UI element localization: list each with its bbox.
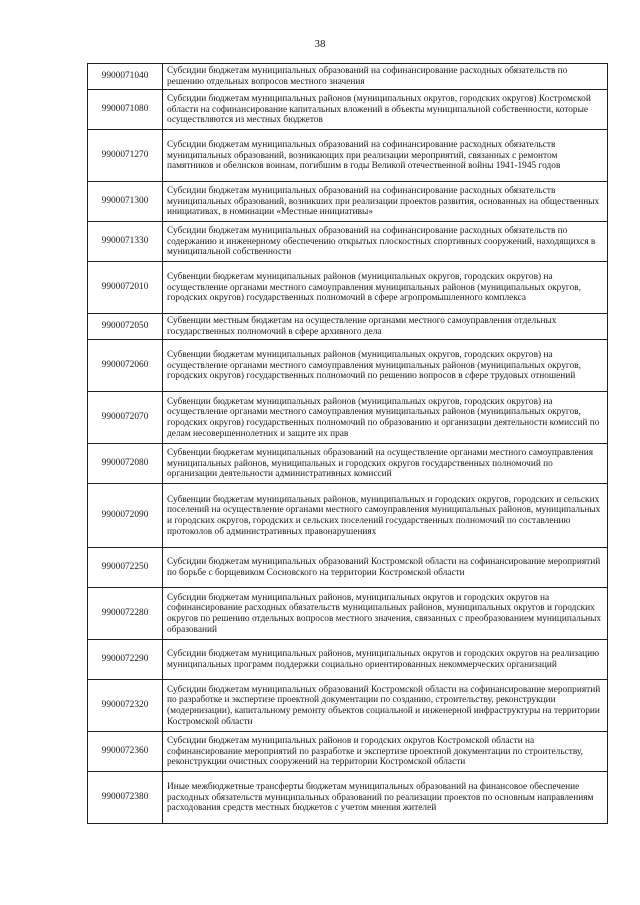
table-cell-code: 9900071040 xyxy=(88,64,163,90)
table-cell-description: Субвенции местным бюджетам на осуществление органами местного самоуправления отдельных государственных полномочий в сфере архивного дела xyxy=(163,314,608,340)
table-cell-description: Субвенции бюджетам муниципальных районов (муниципальных округов, городских округов) на осуществление органами местного самоуправления муниципальных районов (муниципальных округов, городских округов) государственных полномочий по образованию и организации деятельности комиссий по делам несовершеннолетних и защите их прав xyxy=(163,392,608,444)
table-row xyxy=(88,732,608,772)
table-cell-code: 9900071330 xyxy=(88,222,163,262)
table-row xyxy=(88,222,608,262)
table-row xyxy=(88,548,608,588)
table-row xyxy=(88,640,608,680)
table-cell-description: Иные межбюджетные трансферты бюджетам муниципальных образований на финансовое обеспечение расходных обязательств муниципальных образований по реализации проектов по основным направлениям расходования средств местных бюджетов с учетом мнения жителей xyxy=(163,772,608,824)
table-cell-code: 9900071270 xyxy=(88,130,163,182)
page-number: 38 xyxy=(314,38,326,50)
table-row xyxy=(88,392,608,444)
table-row xyxy=(88,64,608,90)
table-cell-description: Субсидии бюджетам муниципальных образований на софинансирование расходных обязательств по решению отдельных вопросов местного значения xyxy=(163,64,608,90)
table-cell-description: Субвенции бюджетам муниципальных районов, муниципальных и городских округов, городских и сельских поселений на осуществление органами местного самоуправления муниципальных районов, муниципальных и городских округов, городских и сельских поселений государственных полномочий по составлению протоколов об административных правонарушениях xyxy=(163,484,608,548)
table-cell-description: Субсидии бюджетам муниципальных образований Костромской области на софинансирование мероприятий по борьбе с борщевиком Сосновского на территории Костромской области xyxy=(163,548,608,588)
table-cell-code: 9900072090 xyxy=(88,484,163,548)
table-cell-description: Субсидии бюджетам муниципальных образований на софинансирование расходных обязательств муниципальных образований, возникающих при реализации мероприятий, связанных с ремонтом памятников и обелисков воинам, погибшим в годы Великой отечественной войны 1941-1945 годов xyxy=(163,130,608,182)
table-row xyxy=(88,680,608,732)
table-cell-description: Субсидии бюджетам муниципальных районов и городских округов Костромской области на софинансирование мероприятий по разработке и экспертизе проектной документации по строительству, реконструкции очистных сооружений на территории Костромской области xyxy=(163,732,608,772)
table-cell-description: Субвенции бюджетам муниципальных образований на осуществление органами местного самоуправления муниципальных районов, муниципальных и городских округов государственных полномочий по организации деятельности административных комиссий xyxy=(163,444,608,484)
budget-code-table xyxy=(87,63,608,824)
table-cell-description: Субсидии бюджетам муниципальных образований на софинансирование расходных обязательств по содержанию и инженерному обеспечению открытых плоскостных спортивных сооружений, находящихся в муниципальной собственности xyxy=(163,222,608,262)
table-row xyxy=(88,340,608,392)
table-cell-code: 9900071080 xyxy=(88,90,163,130)
table-cell-description: Субсидии бюджетам муниципальных образований на софинансирование расходных обязательств муниципальных образований, возникших при реализации проектов развития, основанных на общественных инициативах, в номинации «Местные инициативы» xyxy=(163,182,608,222)
table-cell-description: Субсидии бюджетам муниципальных районов, муниципальных округов и городских округов на софинансирование расходных обязательств муниципальных районов, муниципальных округов и городских округов по решению отдельных вопросов местного значения, связанных с преобразованием муниципальных образований xyxy=(163,588,608,640)
table-cell-description: Субсидии бюджетам муниципальных районов (муниципальных округов, городских округов) Костромской области на софинансирование капитальных вложений в объекты муниципальной собственности, которые осуществляются из местных бюджетов xyxy=(163,90,608,130)
table-row xyxy=(88,314,608,340)
table-cell-code: 9900072380 xyxy=(88,772,163,824)
table-row xyxy=(88,484,608,548)
table-row xyxy=(88,130,608,182)
table-cell-code: 9900072250 xyxy=(88,548,163,588)
table-row xyxy=(88,444,608,484)
table-cell-description: Субвенции бюджетам муниципальных районов (муниципальных округов, городских округов) на осуществление органами местного самоуправления муниципальных районов (муниципальных округов, городских округов) государственных полномочий в сфере агропромышленного комплекса xyxy=(163,262,608,314)
table-cell-code: 9900072290 xyxy=(88,640,163,680)
table-cell-code: 9900072360 xyxy=(88,732,163,772)
table-cell-description: Субсидии бюджетам муниципальных образований Костромской области на софинансирование мероприятий по разработке и экспертизе проектной документации по созданию, строительству, реконструкции (модернизации), капитальному ремонту объектов социальной и инженерной инфраструктуры на территории Костромской области xyxy=(163,680,608,732)
table-row xyxy=(88,588,608,640)
table-cell-code: 9900072050 xyxy=(88,314,163,340)
table-cell-description: Субвенции бюджетам муниципальных районов (муниципальных округов, городских округов) на осуществление органами местного самоуправления муниципальных районов (муниципальных округов, городских округов) государственных полномочий по решению вопросов в сфере трудовых отношений xyxy=(163,340,608,392)
table-cell-code: 9900072280 xyxy=(88,588,163,640)
table-cell-code: 9900072010 xyxy=(88,262,163,314)
table-row xyxy=(88,182,608,222)
table-cell-code: 9900071300 xyxy=(88,182,163,222)
table-cell-code: 9900072080 xyxy=(88,444,163,484)
table-row xyxy=(88,262,608,314)
table-cell-description: Субсидии бюджетам муниципальных районов, муниципальных округов и городских округов на реализацию муниципальных программ поддержки социально ориентированных некоммерческих организаций xyxy=(163,640,608,680)
table-cell-code: 9900072070 xyxy=(88,392,163,444)
table-row xyxy=(88,90,608,130)
table-cell-code: 9900072060 xyxy=(88,340,163,392)
table-row xyxy=(88,772,608,824)
table-cell-code: 9900072320 xyxy=(88,680,163,732)
